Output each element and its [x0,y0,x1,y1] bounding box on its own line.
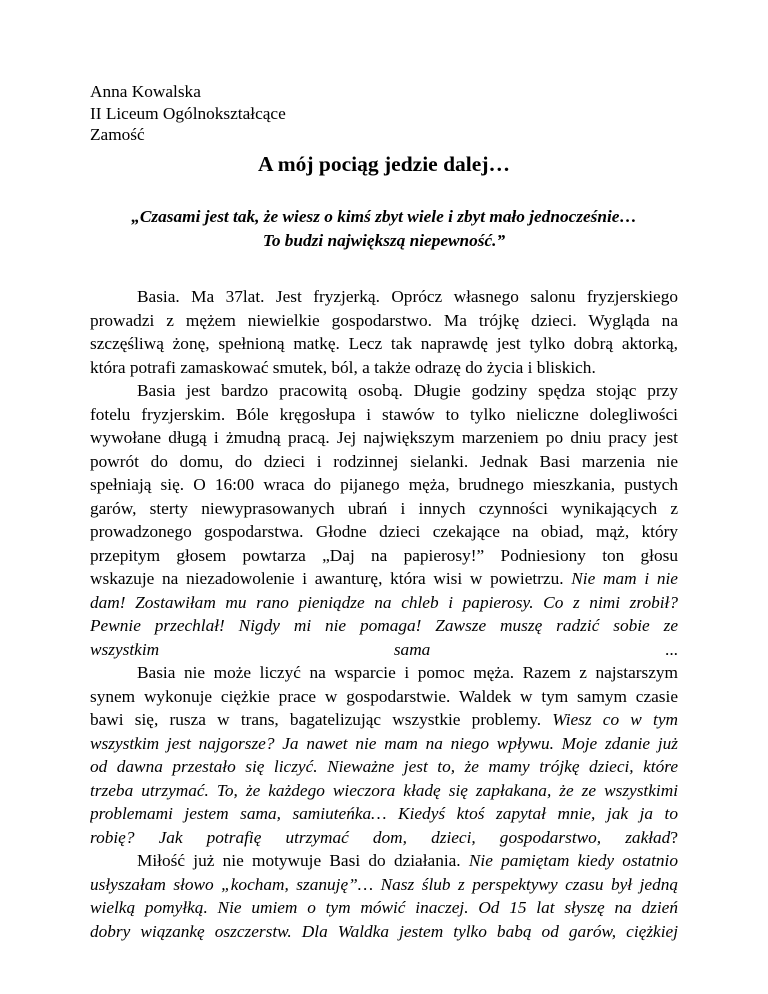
italic-text: wszystkim sama [90,639,666,659]
motto-line: „Czasami jest tak, że wiesz o kimś zbyt wiele i zbyt mało jednocześnie… [131,207,637,226]
motto-line: To budzi największą niepewność.” [262,231,506,250]
body-text: przepitym głosem powtarza „Daj na papierosy!” Podniesiony ton głosu [90,545,678,565]
body-line [90,661,678,685]
body-line [90,379,678,403]
body-line [90,755,678,779]
body-line [90,567,678,591]
essay-title: A mój pociąg jedzie dalej… [258,152,510,176]
author-block [90,81,286,146]
body-text: garów, sterty niewyprasowanych ubrań i innych czynności wynikających z [90,498,678,518]
body-line [90,708,678,732]
body-line [90,826,678,850]
italic-text: Nie mam i nie [571,569,678,588]
essay-body [90,285,678,943]
body-text: wskazuje na niezadowolenie i awanturę, która wisi w powietrzu. [90,569,572,588]
body-line [90,920,678,944]
body-text: fotelu fryzjerskim. Bóle kręgosłupa i stawów to tylko nieliczne dolegliwości [90,404,678,424]
body-line [90,426,678,450]
body-text: Miłość już nie motywuje Basi do działania. [137,851,469,870]
body-line [90,732,678,756]
italic-text: trzeba utrzymać. To, że każdego wieczora kładę się zapłakana, że ze wszystkimi [90,780,678,800]
motto-quote [90,205,678,253]
body-text: szczęśliwą żonę, spełnioną matkę. Lecz tak naprawdę jest tylko dobrą aktorką, [90,334,678,353]
body-text: ? [670,827,678,847]
body-line [90,802,678,826]
body-text: Basia. Ma 37lat. Jest fryzjerką. Oprócz własnego salonu fryzjerskiego [137,287,678,306]
body-line [90,591,678,615]
italic-text: wszystkim jest najgorsze? Ja nawet nie mam na niego wpływu. Moje zdanie już [90,733,678,753]
body-line [90,638,678,662]
body-line [90,896,678,920]
italic-text: Wiesz co w tym [552,710,678,729]
italic-text: od dawna przestało się liczyć. Nieważne jest to, że mamy trójkę dzieci, które [90,757,678,776]
italic-text: dam! Zostawiłam mu rano pieniądze na chleb i papierosy. Co z nimi zrobił? [90,592,678,612]
body-text: prowadzi z mężem niewielkie gospodarstwo. Ma trójkę dzieci. Wygląda na [90,310,678,330]
italic-text: dobry wiązankę oszczerstw. Dla Waldka jestem tylko babą od garów, ciężkiej [90,921,678,941]
body-text: prowadzonego gospodarstwa. Głodne dzieci czekające na obiad, mąż, który [90,522,678,541]
body-line [90,309,678,333]
body-line [90,332,678,356]
body-line [90,873,678,897]
body-line [90,403,678,427]
body-text: bawi się, rusza w trans, bagatelizując wszystkie problemy. [90,710,553,729]
body-line [90,450,678,474]
italic-text: problemami jestem sama, samiuteńka… Kiedyś ktoś zapytał mnie, jak ja to [90,804,678,823]
italic-text: usłyszałam słowo „kocham, szanuję”… Nasz ślub z perspektywy czasu był jedną [90,874,678,894]
italic-text: Nie pamiętam kiedy ostatnio [468,851,678,870]
body-text: która potrafi zamaskować smutek, ból, a także odrazę do życia i bliskich. [90,357,596,377]
body-line [90,779,678,803]
body-text: spełniają się. O 16:00 wraca do pijanego męża, brudnego mieszkania, pustych [90,475,678,494]
body-line [90,614,678,638]
body-line [90,497,678,521]
author-school: II Liceum Ogólnokształcące [90,103,286,123]
body-line [90,849,678,873]
italic-text: wielką pomyłką. Nie umiem o tym mówić inaczej. Od 15 lat słyszę na dzień [90,898,678,917]
body-text: wywołane długą i żmudną pracą. Jej największym marzeniem po dniu pracy jest [90,428,678,447]
body-line [90,685,678,709]
body-text: powrót do domu, do dzieci i rodzinnej sielanki. Jednak Basi marzenia nie [90,451,678,471]
author-name: Anna Kowalska [90,82,201,101]
body-text: Basia jest bardzo pracowitą osobą. Długie godziny spędza stojąc przy [137,381,678,400]
body-line [90,473,678,497]
body-line [90,356,678,380]
body-text: ... [665,639,678,659]
body-line [90,544,678,568]
italic-text: Pewnie przechlał! Nigdy mi nie pomaga! Zawsze muszę radzić sobie ze [90,616,678,635]
italic-text: robię? Jak potrafię utrzymać dom, dzieci, gospodarstwo, zakład [90,827,671,847]
body-line [90,285,678,309]
body-text: synem wykonuje ciężkie prace w gospodarstwie. Waldek w tym samym czasie [90,686,678,706]
author-city: Zamość [90,125,145,144]
body-line [90,520,678,544]
body-text: Basia nie może liczyć na wsparcie i pomoc męża. Razem z najstarszym [137,663,678,682]
